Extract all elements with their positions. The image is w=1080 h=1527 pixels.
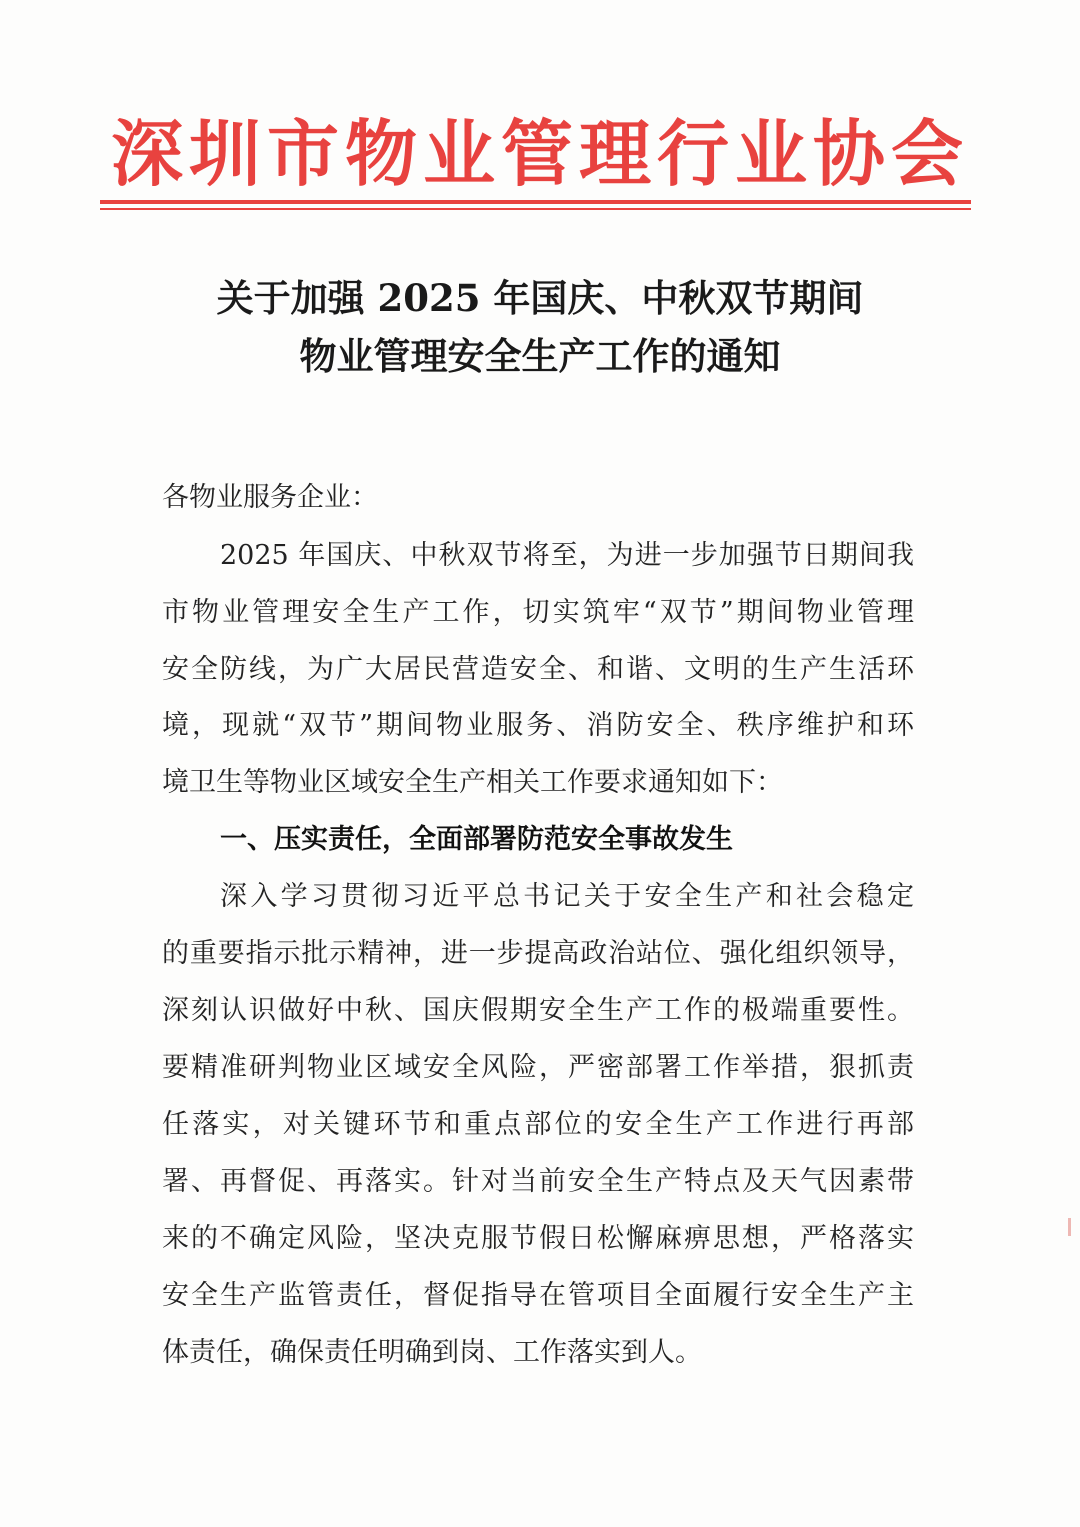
masthead-red-rule-thin	[100, 208, 971, 210]
section-1-heading: 一、压实责任，全面部署防范安全事故发生	[220, 824, 733, 855]
intro-line-3: 安全防线，为广大居民营造安全、和谐、文明的生产生活环	[162, 654, 914, 685]
masthead-red-rule-thick	[100, 200, 971, 204]
intro-line-2: 市物业管理安全生产工作，切实筑牢“双节”期间物业管理	[162, 597, 914, 628]
section-1-line-1: 深入学习贯彻习近平总书记关于安全生产和社会稳定	[220, 881, 914, 912]
salutation: 各物业服务企业：	[162, 482, 378, 513]
section-1-line-2: 的重要指示批示精神，进一步提高政治站位、强化组织领导，	[162, 938, 914, 969]
section-1-line-5: 任落实，对关键环节和重点部位的安全生产工作进行再部	[162, 1109, 914, 1140]
section-1-line-6: 署、再督促、再落实。针对当前安全生产特点及天气因素带	[162, 1166, 914, 1197]
masthead-organization-name: 深圳市物业管理行业协会	[110, 111, 969, 196]
intro-line-1: 2025 年国庆、中秋双节将至，为进一步加强节日期间我	[220, 540, 914, 571]
intro-line-5: 境卫生等物业区域安全生产相关工作要求通知如下：	[162, 767, 783, 798]
section-1-line-7: 来的不确定风险，坚决克服节假日松懈麻痹思想，严格落实	[162, 1223, 914, 1254]
notice-title-line-2: 物业管理安全生产工作的通知	[299, 334, 781, 378]
section-1-line-4: 要精准研判物业区域安全风险，严密部署工作举措，狠抓责	[162, 1052, 914, 1083]
section-1-line-3: 深刻认识做好中秋、国庆假期安全生产工作的极端重要性。	[162, 995, 914, 1026]
intro-line-4: 境，现就“双节”期间物业服务、消防安全、秩序维护和环	[162, 710, 914, 741]
section-1-line-8: 安全生产监管责任，督促指导在管项目全面履行安全生产主	[162, 1280, 914, 1311]
notice-title-line-1: 关于加强 2025 年国庆、中秋双节期间	[216, 276, 864, 320]
scan-edge-mark	[1068, 1218, 1071, 1236]
section-1-line-9: 体责任，确保责任明确到岗、工作落实到人。	[162, 1337, 702, 1368]
